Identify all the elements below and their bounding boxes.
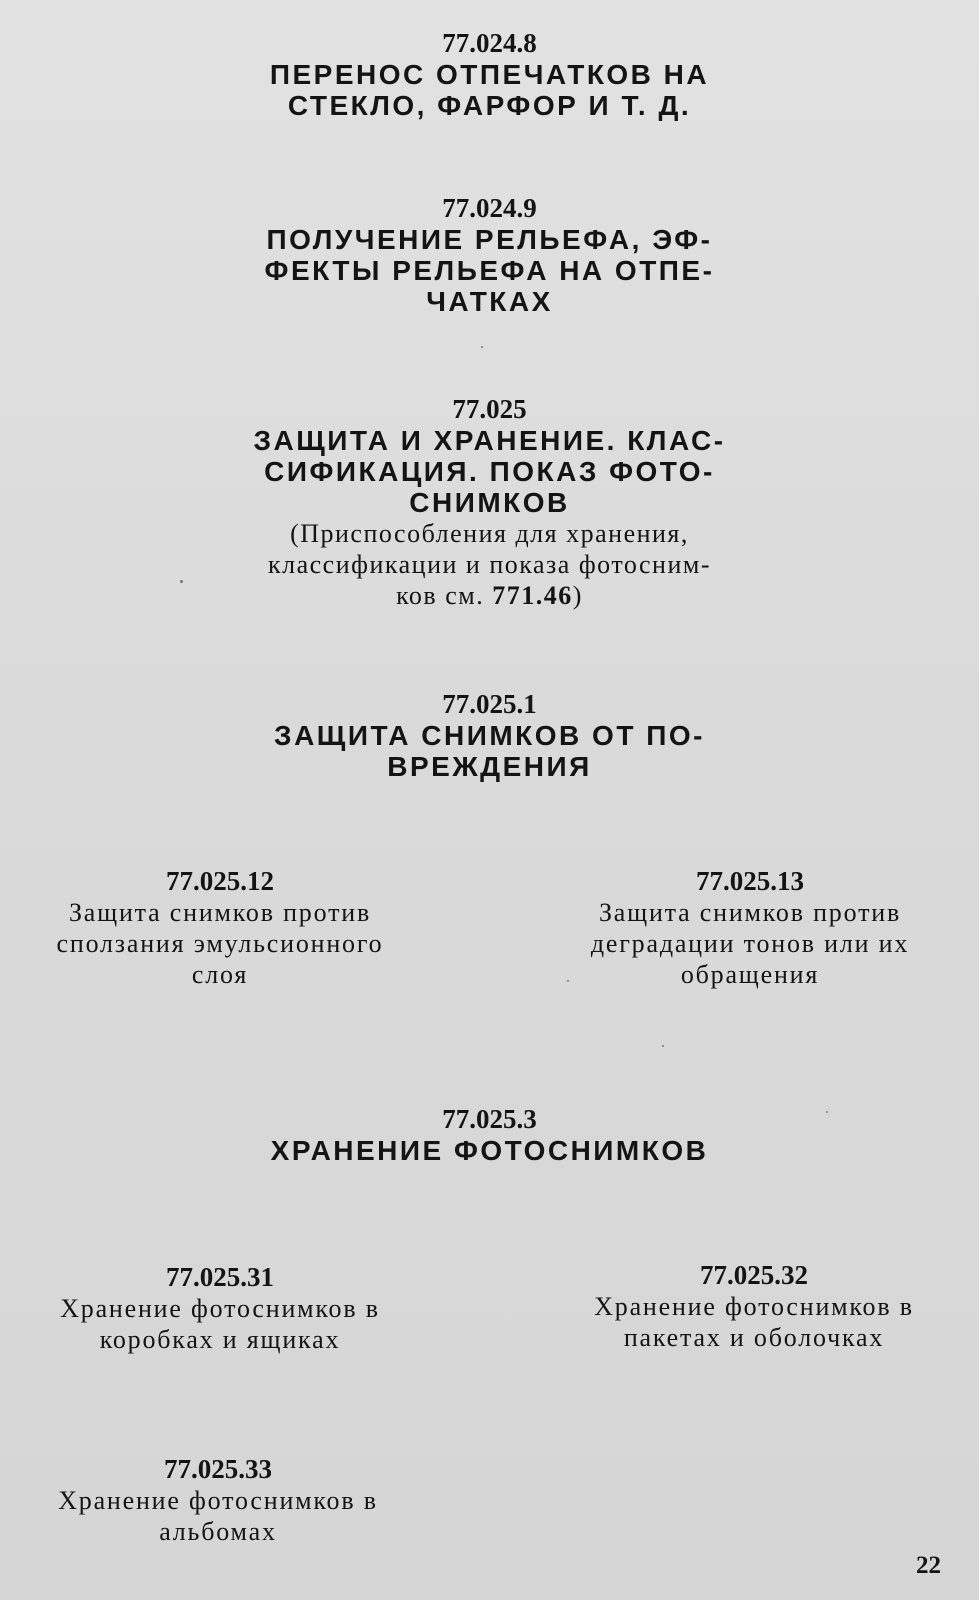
section-heading-line: СТЕКЛО, ФАРФОР И Т. Д.: [287, 90, 692, 121]
note-text: ков см.: [396, 581, 485, 610]
section-77-025: [0, 394, 979, 611]
section-text-line: сползания эмульсионного: [56, 929, 384, 958]
section-text-line: альбомах: [159, 1517, 277, 1546]
section-code: 77.024.9: [442, 193, 537, 223]
section-code: 77.025.13: [696, 866, 804, 896]
section-text-line: Защита снимков против: [68, 898, 372, 927]
section-note-line: (Приспособления для хранения,: [290, 519, 689, 548]
section-text-line: слоя: [191, 960, 249, 989]
section-code: 77.025.33: [164, 1454, 272, 1484]
section-text-line: Хранение фотоснимков в: [594, 1292, 914, 1321]
section-code: 77.024.8: [442, 28, 537, 58]
section-heading-line: ЗАЩИТА И ХРАНЕНИЕ. КЛАС-: [253, 425, 726, 456]
section-77-024-9: [0, 193, 979, 317]
scan-speck: [567, 980, 569, 982]
section-77-025-13: [550, 866, 950, 990]
section-77-025-3: [0, 1104, 979, 1166]
section-text-line: обращения: [680, 960, 820, 989]
section-77-025-12: [20, 866, 420, 990]
section-code: 77.025.1: [442, 689, 537, 719]
section-heading-line: ВРЕЖДЕНИЯ: [387, 751, 592, 782]
section-text-line: Хранение фотоснимков в: [58, 1486, 378, 1515]
section-note-line: [0, 580, 979, 611]
section-text-line: коробках и ящиках: [99, 1325, 341, 1354]
section-77-025-1: [0, 689, 979, 782]
section-note-line: классификации и показа фотосним-: [268, 550, 711, 579]
section-code: 77.025.12: [166, 866, 274, 896]
section-text-line: Защита снимков против: [598, 898, 902, 927]
section-heading-line: ЗАЩИТА СНИМКОВ ОТ ПО-: [274, 720, 705, 751]
note-close: ): [572, 581, 583, 610]
note-cross-reference: 771.46: [492, 581, 573, 610]
section-77-025-33: [18, 1454, 418, 1547]
section-text-line: Хранение фотоснимков в: [60, 1294, 380, 1323]
section-heading-line: ФЕКТЫ РЕЛЬЕФА НА ОТПЕ-: [264, 255, 715, 286]
scan-speck: [662, 1045, 664, 1047]
section-heading-line: ПЕРЕНОС ОТПЕЧАТКОВ НА: [269, 59, 710, 90]
section-code: 77.025.3: [442, 1104, 537, 1134]
section-77-025-32: [554, 1260, 954, 1353]
section-77-025-31: [20, 1262, 420, 1355]
scan-speck: [180, 580, 183, 583]
section-heading-line: ХРАНЕНИЕ ФОТОСНИМКОВ: [270, 1135, 709, 1166]
section-heading-line: СНИМКОВ: [409, 487, 570, 518]
section-heading-line: СИФИКАЦИЯ. ПОКАЗ ФОТО-: [264, 456, 715, 487]
section-heading-line: ПОЛУЧЕНИЕ РЕЛЬЕФА, ЭФ-: [266, 224, 713, 255]
scan-speck: [481, 346, 483, 348]
section-code: 77.025: [452, 394, 527, 424]
section-77-024-8: [0, 28, 979, 121]
scan-speck: [826, 1111, 828, 1113]
section-text-line: деградации тонов или их: [590, 929, 910, 958]
section-text-line: пакетах и оболочках: [623, 1323, 885, 1352]
section-code: 77.025.32: [700, 1260, 808, 1290]
section-code: 77.025.31: [166, 1262, 274, 1292]
section-heading-line: ЧАТКАХ: [426, 286, 553, 317]
page-number: 22: [916, 1552, 941, 1579]
